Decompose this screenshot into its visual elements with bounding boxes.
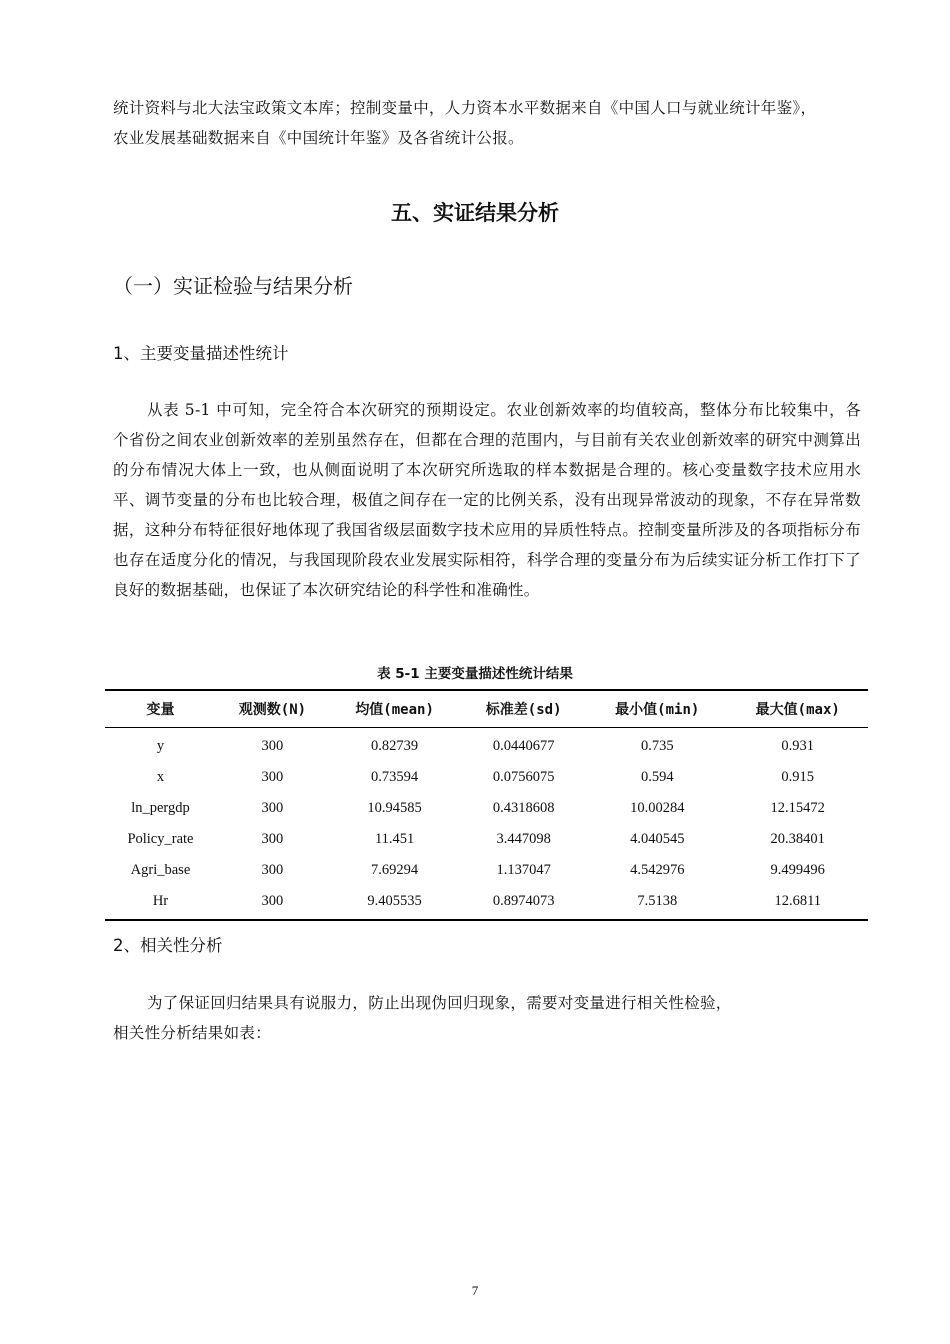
page-number: 7: [471, 1283, 479, 1298]
table-cell: 300: [261, 800, 284, 816]
table-cell: 300: [261, 862, 284, 878]
subsection-title: （一）实证检验与结果分析: [113, 274, 353, 298]
header-mean: 均值(mean): [329, 690, 460, 728]
table-cell: 1.137047: [496, 862, 551, 878]
table-row: [105, 793, 868, 824]
intro-paragraph: [113, 93, 861, 153]
body-paragraph-1: [113, 395, 861, 605]
table-cell: 300: [261, 738, 284, 754]
section-title: 五、实证结果分析: [391, 201, 559, 225]
table-cell: 0.4318608: [492, 800, 555, 816]
table-cell: 3.447098: [496, 831, 551, 847]
table-cell: Agri_base: [130, 862, 191, 878]
table-cell: 9.405535: [329, 886, 460, 920]
paragraph2-line-2: 相关性分析结果如表：: [113, 1024, 272, 1042]
table-cell: 7.69294: [371, 862, 419, 878]
header-max: 最大值(max): [727, 690, 868, 728]
table-cell: Hr: [105, 886, 216, 920]
table-cell: 300: [261, 769, 284, 785]
table-cell: ln_pergdp: [131, 800, 190, 816]
table-header-row: [105, 690, 868, 728]
table-cell: 0.931: [781, 738, 815, 754]
table-cell: 0.594: [640, 769, 674, 785]
table-cell: 4.542976: [630, 862, 685, 878]
table-cell: 7.5138: [587, 886, 727, 920]
table-cell: 12.6811: [727, 886, 868, 920]
header-min: 最小值(min): [587, 690, 727, 728]
paragraph-text: 从表 5-1 中可知，完全符合本次研究的预期设定。农业创新效率的均值较高，整体分布比较集中，各个省份之间农业创新效率的差别虽然存在，但都在合理的范围内，与目前有关农业创新效率的研究中测算出的分布情况大体上一致，也从侧面说明了本次研究所选取的样本数据是合理的。核心变量数字技术应用水平、调节变量的分布也比较合理，极值之间存在一定的比例关系，没有出现异常波动的现象，不存在异常数据，这种分布特征很好地体现了我国省级层面数字技术应用的异质性特点。控制变量所涉及的各项指标分布也存在适度分化的情况，与我国现阶段农业发展实际相符，科学合理的变量分布为后续实证分析工作打下了良好的数据基础，也保证了本次研究结论的科学性和准确性。: [113, 401, 861, 599]
table-cell: 0.0756075: [492, 769, 555, 785]
table-cell: 10.94585: [367, 800, 422, 816]
table-cell: 0.0440677: [492, 738, 555, 754]
table-cell: 10.00284: [630, 800, 685, 816]
header-variable: 变量: [105, 690, 216, 728]
table-cell: 300: [216, 886, 329, 920]
table-row: [105, 728, 868, 763]
body-paragraph-2: [113, 988, 861, 1048]
paragraph2-line-1: 为了保证回归结果具有说服力，防止出现伪回归现象，需要对变量进行相关性检验，: [147, 994, 732, 1012]
table-row: [105, 762, 868, 793]
table-body: [105, 728, 868, 921]
heading-descriptive-stats: 1、主要变量描述性统计: [113, 344, 289, 363]
table-row: [105, 855, 868, 886]
table-cell: 11.451: [374, 831, 415, 847]
table-cell: 9.499496: [770, 862, 825, 878]
table-cell: 0.735: [640, 738, 674, 754]
table-cell: 0.82739: [371, 738, 419, 754]
intro-line-2: 农业发展基础数据来自《中国统计年鉴》及各省统计公报。: [113, 129, 524, 147]
table-caption: 表 5-1 主要变量描述性统计结果: [377, 666, 573, 682]
table-row: [105, 886, 868, 920]
table-cell: 20.38401: [770, 831, 825, 847]
intro-line-1: 统计资料与北大法宝政策文本库；控制变量中，人力资本水平数据来自《中国人口与就业统计年鉴》，: [113, 99, 817, 117]
header-n: 观测数(N): [216, 690, 329, 728]
descriptive-stats-table: [105, 689, 868, 921]
heading-correlation: 2、相关性分析: [113, 936, 223, 955]
header-sd: 标准差(sd): [460, 690, 587, 728]
table-cell: 0.915: [781, 769, 815, 785]
table-cell: y: [156, 738, 165, 754]
table-cell: Policy_rate: [127, 831, 194, 847]
table-cell: 300: [261, 831, 284, 847]
table-cell: 0.73594: [371, 769, 419, 785]
table-cell: 12.15472: [770, 800, 825, 816]
table-row: [105, 824, 868, 855]
table-cell: 0.8974073: [460, 886, 587, 920]
table-cell: x: [156, 769, 165, 785]
table-cell: 4.040545: [630, 831, 685, 847]
